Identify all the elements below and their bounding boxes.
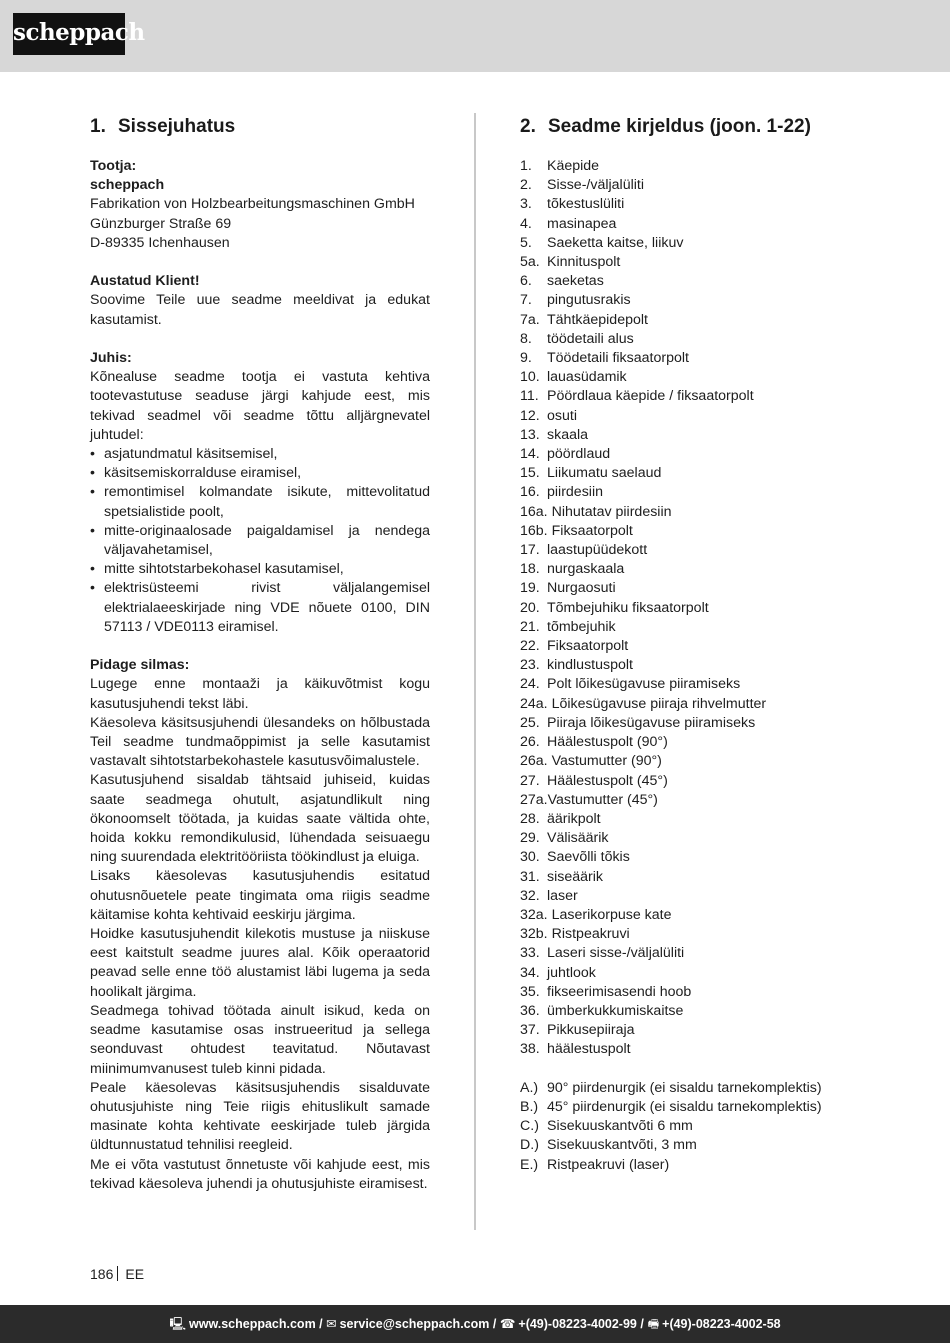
- part-item-label: Polt lõikesügavuse piiramiseks: [547, 676, 741, 693]
- part-item-number: 32.: [520, 887, 540, 904]
- contact-separator: /: [319, 1317, 327, 1331]
- part-item-label: piirdesiin: [547, 484, 603, 501]
- part-item-label: Piiraja lõikesügavuse piiramiseks: [547, 714, 756, 731]
- part-item-number: 34.: [520, 964, 540, 981]
- part-item: [520, 215, 900, 234]
- part-item-number: 12.: [520, 407, 540, 424]
- bullet-item: • mitte sihtotstarbekohasel kasutamisel,: [90, 560, 430, 579]
- note-paragraph: Lugege enne montaaži ja käikuvõtmist kogu kasutusjuhendi tekst läbi.: [90, 676, 430, 712]
- part-item-number: 1.: [520, 158, 532, 174]
- accessory-item-label: 45° piirdenurgik (ei sisaldu tarnekomplektis): [547, 1098, 822, 1115]
- accessory-item-label: Sisekuuskantvõti 6 mm: [547, 1118, 693, 1135]
- accessory-item-number: C.): [520, 1118, 539, 1135]
- part-item-label: nurgaskaala: [547, 561, 625, 578]
- part-item: [520, 1002, 900, 1021]
- part-item-number: 33.: [520, 945, 540, 962]
- accessory-item: [520, 1098, 900, 1117]
- part-item: [520, 234, 900, 253]
- part-item: [520, 195, 900, 214]
- greeting-heading: Austatud Klient!: [90, 273, 200, 290]
- accessory-item: [520, 1117, 900, 1136]
- address-line: Fabrikation von Holzbearbeitungsmaschinen GmbH: [90, 196, 415, 213]
- computer-icon: 🖳: [169, 1317, 187, 1331]
- part-item: [520, 810, 900, 829]
- accessory-item-label: Ristpeakruvi (laser): [547, 1156, 670, 1173]
- column-divider: [474, 113, 476, 1230]
- envelope-icon: ✉: [326, 1317, 337, 1331]
- part-item: [520, 291, 900, 310]
- part-item-label: juhtlook: [547, 964, 596, 981]
- part-item: [520, 618, 900, 637]
- part-item-label: Liikumatu saelaud: [547, 465, 662, 482]
- part-item-label: Tähtkäepidepolt: [547, 311, 648, 328]
- greeting-text: Soovime Teile uue seadme meeldivat ja edukat kasutamist.: [90, 292, 430, 328]
- part-item-label: Pikkusepiiraja: [547, 1022, 635, 1039]
- part-item-number: 27a.: [520, 791, 548, 808]
- part-item-label: Fiksaatorpolt: [547, 638, 629, 655]
- intro-heading: [90, 115, 430, 139]
- part-item: [520, 887, 900, 906]
- part-item: [520, 368, 900, 387]
- part-item-label: Vastumutter (90°): [551, 753, 662, 770]
- part-item-label: Välisäärik: [547, 830, 609, 847]
- part-item-number: 27.: [520, 772, 540, 789]
- part-item-number: 14.: [520, 446, 540, 463]
- part-item-label: Saeketta kaitse, liikuv: [547, 234, 684, 251]
- fax-icon: 🖷: [647, 1317, 660, 1331]
- intro-heading-text: Sissejuhatus: [118, 116, 236, 137]
- part-item-number: 26.: [520, 734, 540, 751]
- notice-text: Kõnealuse seadme tootja ei vastuta kehtiva tootevastutuse seaduse järgi kahjude eest, mis tekivad seadmel või seadme tõttu alljärgnevatel juhtudel:: [90, 369, 430, 443]
- part-item: [520, 964, 900, 983]
- part-item-label: tõkestuslüliti: [547, 196, 625, 213]
- description-column: [520, 115, 900, 1175]
- part-item-number: 21.: [520, 618, 540, 635]
- part-item-number: 29.: [520, 830, 540, 847]
- website-link[interactable]: www.scheppach.com: [189, 1317, 316, 1331]
- part-item-label: saeketas: [547, 273, 604, 290]
- part-item-number: 18.: [520, 561, 540, 578]
- part-item-number: 30.: [520, 849, 540, 866]
- part-item: [520, 349, 900, 368]
- part-item: [520, 253, 900, 272]
- liability-bullet-list: [90, 445, 430, 637]
- part-item-label: pöördlaud: [547, 446, 611, 463]
- part-item: [520, 848, 900, 867]
- part-item: [520, 906, 900, 925]
- part-item-label: tõmbejuhik: [547, 618, 616, 635]
- part-item-number: 36.: [520, 1002, 540, 1019]
- part-item: [520, 599, 900, 618]
- accessory-item: [520, 1136, 900, 1155]
- part-item-number: 7a.: [520, 311, 540, 328]
- accessories-list: [520, 1079, 900, 1175]
- part-item-number: 3.: [520, 196, 532, 213]
- part-item-number: 13.: [520, 426, 540, 443]
- part-item: [520, 464, 900, 483]
- part-item-number: 24.: [520, 676, 540, 693]
- bullet-item: • asjatundmatul käsitsemisel,: [90, 445, 430, 464]
- part-item-number: 31.: [520, 868, 540, 885]
- part-item-number: 4.: [520, 215, 532, 232]
- part-item: [520, 311, 900, 330]
- note-paragraph: Me ei võta vastutust õnnetuste või kahjude eest, mis tekivad käesoleva juhendi ja ohutusjuhiste eiramisest.: [90, 1156, 430, 1192]
- address-line: D-89335 Ichenhausen: [90, 234, 230, 251]
- part-item-label: Tõmbejuhiku fiksaatorpolt: [547, 599, 709, 616]
- part-item: [520, 387, 900, 406]
- accessory-item-number: A.): [520, 1079, 539, 1096]
- notice-heading: Juhis:: [90, 350, 132, 366]
- part-item-number: 26a.: [520, 753, 548, 770]
- part-item: [520, 675, 900, 694]
- part-item-number: 5.: [520, 234, 532, 251]
- part-item-number: 16b.: [520, 522, 548, 539]
- part-item-label: Kinnituspolt: [547, 254, 621, 271]
- part-item-number: 22.: [520, 638, 540, 655]
- part-item: [520, 695, 900, 714]
- part-item-number: 25.: [520, 714, 540, 731]
- accessory-item-label: Sisekuuskantvõti, 3 mm: [547, 1137, 697, 1154]
- fax-number: +(49)-08223-4002-58: [662, 1317, 781, 1331]
- description-heading: [520, 115, 900, 139]
- note-paragraph: Käesoleva käsitsusjuhendi ülesandeks on hõlbustada Teil seadme tundmaõppimist ja selle kasutamist vastavalt sihtotstarbekohastele kasutusvõimalustele.: [90, 714, 430, 770]
- part-item-label: Häälestuspolt (90°): [547, 734, 668, 751]
- part-item-label: Töödetaili fiksaatorpolt: [547, 350, 689, 367]
- part-item-label: siseäärik: [547, 868, 603, 885]
- bullet-item: • elektrisüsteemi rivist väljalangemisel elektrialaeeskirjade ning VDE nõuete 0100, DIN 57113 / VDE0113 eiramisel.: [90, 579, 430, 637]
- description-heading-number: 2.: [520, 116, 536, 137]
- intro-column: [90, 115, 430, 1194]
- part-item: [520, 752, 900, 771]
- part-item: [520, 522, 900, 541]
- part-item-label: ümberkukkumiskaitse: [547, 1002, 684, 1019]
- manufacturer-name: scheppach: [90, 177, 165, 194]
- part-item-label: laastupüüdekott: [547, 542, 648, 559]
- part-item-number: 32b.: [520, 926, 548, 943]
- accessory-item-number: B.): [520, 1098, 539, 1115]
- part-item: [520, 503, 900, 522]
- part-item: [520, 944, 900, 963]
- part-item-label: Ristpeakruvi: [551, 926, 630, 943]
- part-item: [520, 868, 900, 887]
- address-line: Günzburger Straße 69: [90, 215, 232, 232]
- part-item: [520, 541, 900, 560]
- email-link[interactable]: service@scheppach.com: [339, 1317, 490, 1331]
- bullet-item: • mitte-originaalosade paigaldamisel ja nendega väljavahetamisel,: [90, 522, 430, 560]
- part-item-number: 32a.: [520, 906, 548, 923]
- part-item-label: Laseri sisse-/väljalüliti: [547, 945, 685, 962]
- part-item-label: Laserikorpuse kate: [551, 906, 672, 923]
- part-item-label: häälestuspolt: [547, 1041, 631, 1058]
- bullet-item: • käsitsemiskorralduse eiramisel,: [90, 464, 430, 483]
- note-paragraph: Hoidke kasutusjuhendit kilekotis mustuse ja niiskuse eest kaitstult seadme juures alal. Kõik operaatorid peavad selle enne töö alustamist läbi lugema ja seda hoolikalt järgima.: [90, 926, 430, 1000]
- part-item-label: Vastumutter (45°): [547, 791, 658, 808]
- part-item: [520, 157, 900, 176]
- part-item-label: masinapea: [547, 215, 617, 232]
- part-item-label: Lõikesügavuse piiraja rihvelmutter: [551, 695, 767, 712]
- accessory-item-label: 90° piirdenurgik (ei sisaldu tarnekomplektis): [547, 1079, 822, 1096]
- part-item-label: Pöördlaua käepide / fiksaatorpolt: [547, 388, 754, 405]
- contact-separator: /: [492, 1317, 500, 1331]
- part-item: [520, 983, 900, 1002]
- note-paragraph: Seadmega tohivad töötada ainult isikud, keda on seadme kasutamise osas instrueeritud ja sellega seonduvast ohtudest teavitatud. Nõutavast miinimumvanusest tuleb kinni pidada.: [90, 1002, 430, 1077]
- part-item-label: Sisse-/väljalüliti: [547, 177, 644, 194]
- part-item-number: 19.: [520, 580, 540, 597]
- part-item-number: 2.: [520, 177, 532, 194]
- part-item: [520, 560, 900, 579]
- part-item: [520, 176, 900, 195]
- part-item-label: töödetaili alus: [547, 330, 634, 347]
- part-item: [520, 637, 900, 656]
- part-item: [520, 772, 900, 791]
- part-item: [520, 426, 900, 445]
- part-item: [520, 733, 900, 752]
- part-item-label: skaala: [547, 426, 589, 443]
- part-item-label: lauasüdamik: [547, 369, 627, 386]
- part-item-label: kindlustuspolt: [547, 657, 633, 674]
- part-item: [520, 925, 900, 944]
- part-item-number: 10.: [520, 369, 540, 386]
- part-item: [520, 656, 900, 675]
- accessory-item-number: E.): [520, 1156, 539, 1173]
- part-item: [520, 1040, 900, 1059]
- part-item: [520, 829, 900, 848]
- page-footer: [90, 1265, 144, 1283]
- part-item: [520, 791, 900, 810]
- part-item: [520, 330, 900, 349]
- language-code: EE: [125, 1266, 145, 1282]
- part-item-label: äärikpolt: [547, 810, 601, 827]
- part-item-label: pingutusrakis: [547, 292, 631, 309]
- part-item-number: 16a.: [520, 503, 548, 520]
- bullet-item: • remontimisel kolmandate isikute, mittevolitatud spetsialistide poolt,: [90, 483, 430, 521]
- part-item: [520, 483, 900, 502]
- description-heading-text: Seadme kirjeldus (joon. 1-22): [548, 116, 811, 137]
- part-item-number: 9.: [520, 350, 532, 367]
- part-item-label: Saevõlli tõkis: [547, 849, 630, 866]
- part-item: [520, 1021, 900, 1040]
- footer-separator: [117, 1266, 118, 1281]
- part-item: [520, 407, 900, 426]
- scheppach-logo: scheppach: [13, 13, 125, 55]
- part-item-number: 38.: [520, 1041, 540, 1058]
- part-item: [520, 714, 900, 733]
- accessory-item: [520, 1156, 900, 1175]
- manufacturer-label: Tootja:: [90, 158, 137, 174]
- part-item-label: Käepide: [547, 158, 600, 174]
- part-item: [520, 579, 900, 598]
- note-paragraph: Kasutusjuhend sisaldab tähtsaid juhiseid, kuidas saate seadmega ohutult, asjatundlikult ning ökonoomselt töötada, ja kuidas saate vältida ohte, hoida kokku remondikulusid, lühendada seisuaegu ning suurendada elektritööriista töökindlust ja eluiga.: [90, 772, 430, 866]
- parts-list: [520, 157, 900, 1060]
- part-item-number: 6.: [520, 273, 532, 290]
- part-item-label: laser: [547, 887, 578, 904]
- part-item: [520, 445, 900, 464]
- page-number: 186: [90, 1266, 114, 1282]
- part-item: [520, 272, 900, 291]
- part-item-number: 20.: [520, 599, 540, 616]
- part-item-number: 15.: [520, 465, 540, 482]
- part-item-label: Nihutatav piirdesiin: [551, 503, 672, 520]
- part-item-number: 35.: [520, 983, 540, 1000]
- part-item-number: 17.: [520, 542, 540, 559]
- part-item-number: 37.: [520, 1022, 540, 1039]
- note-paragraph: Peale käesolevas käsitsusjuhendis sisalduvate ohutusjuhiste ning Teie riigis ehituslikult samade masinate kohta kehtivate eeskirjade tuleb järgida üldtunnustatud tehnilisi reegleid.: [90, 1079, 430, 1154]
- part-item-label: Fiksaatorpolt: [551, 522, 633, 539]
- part-item-label: osuti: [547, 407, 577, 424]
- part-item-number: 5a.: [520, 254, 540, 271]
- phone-number: +(49)-08223-4002-99: [518, 1317, 637, 1331]
- intro-heading-number: 1.: [90, 116, 106, 137]
- part-item-number: 28.: [520, 810, 540, 827]
- note-paragraph: Lisaks käesolevas kasutusjuhendis esitatud ohutusnõuetele peate tingimata oma riigis seadme käitamise kohta kehtivaid eeskirju järgima.: [90, 868, 430, 923]
- part-item-number: 16.: [520, 484, 540, 501]
- phone-icon: ☎: [499, 1317, 516, 1331]
- part-item-label: Häälestuspolt (45°): [547, 772, 668, 789]
- part-item-number: 23.: [520, 657, 540, 674]
- accessory-item-number: D.): [520, 1137, 539, 1154]
- part-item-label: Nurgaosuti: [547, 580, 616, 597]
- part-item-number: 8.: [520, 330, 532, 347]
- note-heading: Pidage silmas:: [90, 657, 190, 674]
- part-item-label: fikseerimisasendi hoob: [547, 983, 692, 1000]
- part-item-number: 7.: [520, 292, 532, 309]
- accessory-item: [520, 1079, 900, 1098]
- contact-bar: [0, 1305, 950, 1343]
- contact-separator: /: [640, 1317, 648, 1331]
- part-item-number: 24a.: [520, 695, 548, 712]
- part-item-number: 11.: [520, 388, 539, 405]
